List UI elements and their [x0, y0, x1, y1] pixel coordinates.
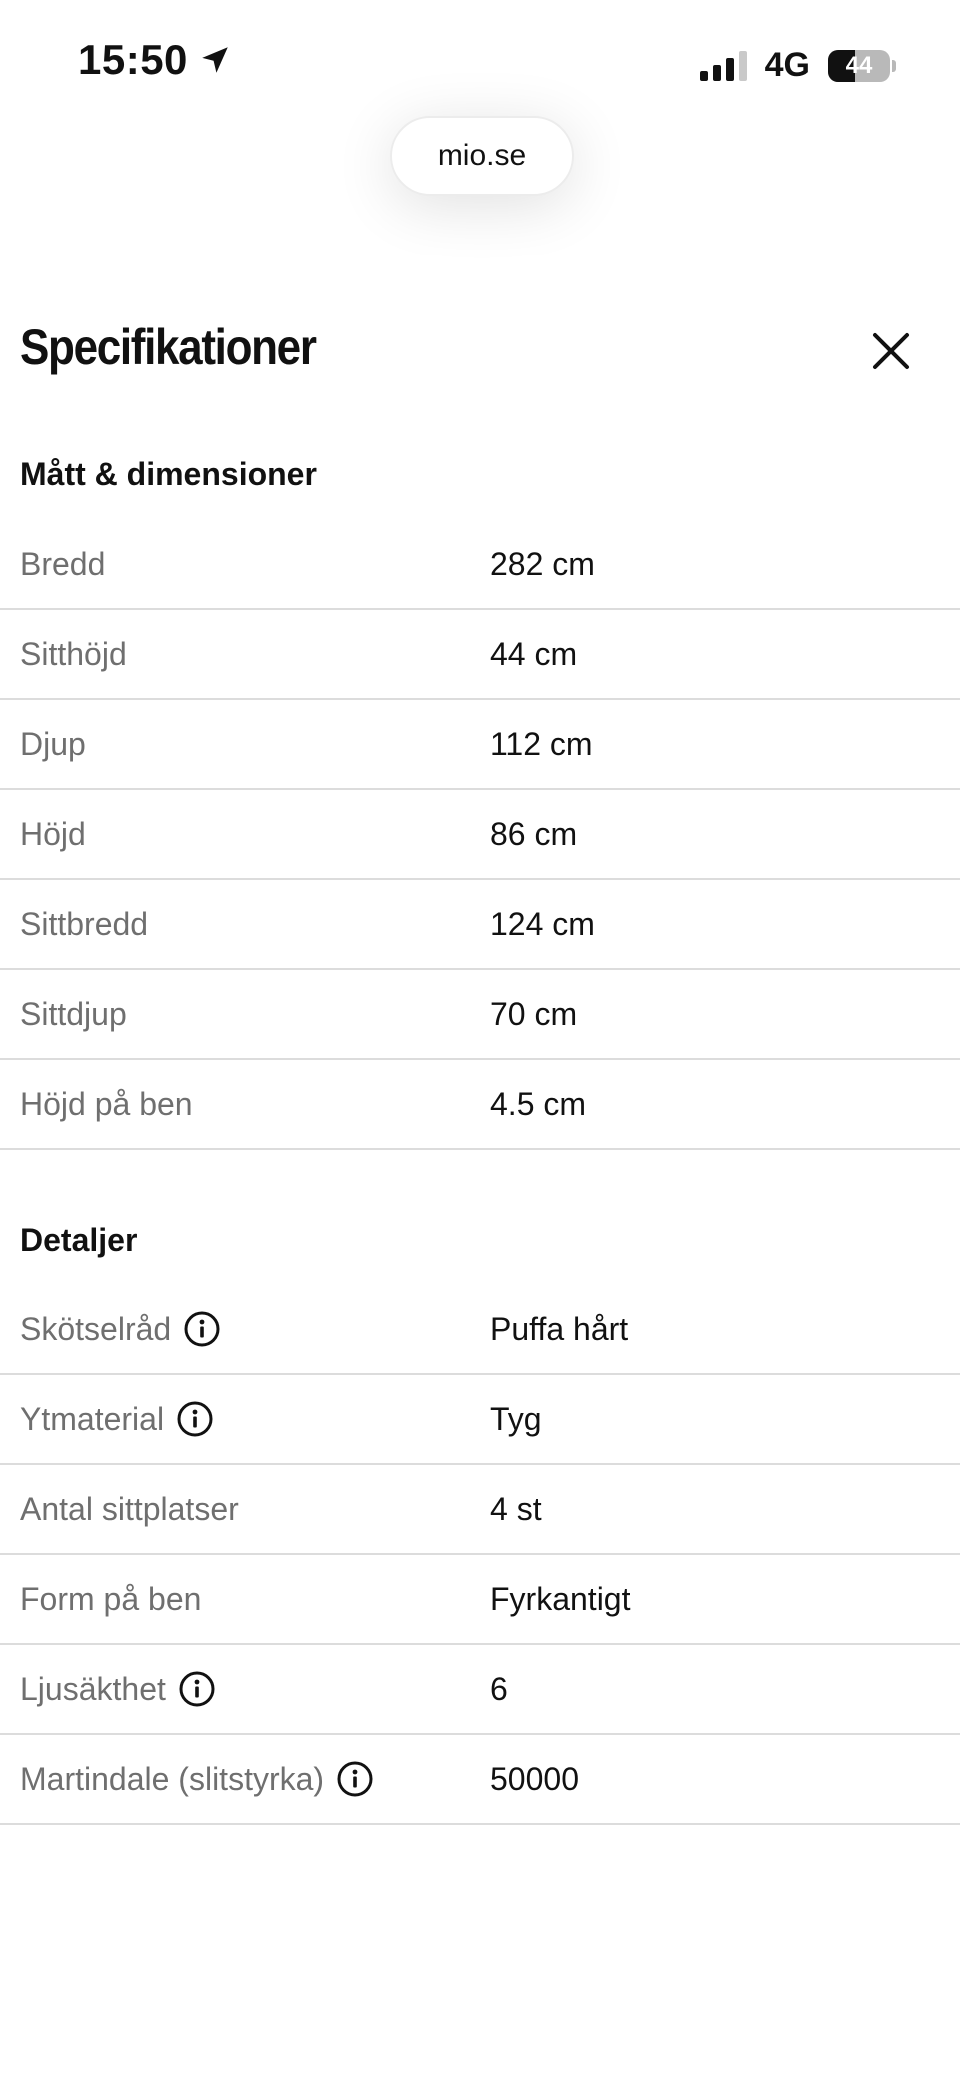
clock	[78, 36, 232, 84]
spec-row-hojd	[0, 790, 960, 880]
spec-row-djup	[0, 700, 960, 790]
spec-row-bredd	[0, 520, 960, 610]
url-bar[interactable]	[390, 116, 574, 196]
spec-label: Höjd	[20, 815, 86, 852]
spec-row-hojd-pa-ben	[0, 1060, 960, 1150]
spec-label: Ytmaterial	[20, 1400, 214, 1438]
spec-value: Puffa hårt	[490, 1310, 629, 1347]
spec-value: 112 cm	[490, 725, 593, 762]
location-arrow-icon	[198, 43, 232, 77]
spec-value: 50000	[490, 1760, 579, 1797]
spec-label: Antal sittplatser	[20, 1490, 239, 1527]
info-icon[interactable]	[178, 1670, 216, 1708]
spec-row-sittbredd	[0, 880, 960, 970]
spec-row-form-pa-ben	[0, 1555, 960, 1645]
spec-value: Fyrkantigt	[490, 1580, 631, 1617]
spec-label: Sitthöjd	[20, 635, 127, 672]
spec-row-ljusakthet	[0, 1645, 960, 1735]
url-text: mio.se	[437, 139, 527, 172]
spec-label: Höjd på ben	[20, 1085, 193, 1122]
section-title-dimensions: Mått & dimensioner	[20, 456, 317, 492]
spec-value: 44 cm	[490, 635, 578, 672]
spec-row-ytmaterial	[0, 1375, 960, 1465]
section-title-details: Detaljer	[20, 1222, 138, 1258]
spec-label: Bredd	[20, 545, 106, 582]
signal-icon	[700, 51, 747, 81]
spec-value: 6	[490, 1670, 508, 1707]
info-icon[interactable]	[176, 1400, 214, 1438]
spec-value: 4.5 cm	[490, 1085, 587, 1122]
spec-row-antal-sittplatser	[0, 1465, 960, 1555]
spec-label: Sittdjup	[20, 995, 127, 1032]
battery-level: 44	[845, 51, 873, 79]
spec-value: 70 cm	[490, 995, 578, 1032]
spec-value: Tyg	[490, 1400, 542, 1437]
spec-label: Sittbredd	[20, 905, 149, 942]
spec-value: 282 cm	[490, 545, 595, 582]
spec-label: Form på ben	[20, 1580, 202, 1617]
close-icon	[871, 331, 911, 371]
spec-value: 124 cm	[490, 905, 595, 942]
spec-value: 4 st	[490, 1490, 542, 1527]
details-list	[0, 1285, 960, 1825]
dimensions-list	[0, 520, 960, 1150]
info-icon[interactable]	[183, 1310, 221, 1348]
network-type: 4G	[764, 46, 810, 84]
info-icon[interactable]	[336, 1760, 374, 1798]
page-title: Specifikationer	[20, 319, 316, 375]
spec-label: Martindale (slitstyrka)	[20, 1760, 374, 1798]
spec-row-sittdjup	[0, 970, 960, 1060]
spec-row-skotselrad	[0, 1285, 960, 1375]
close-button[interactable]	[866, 326, 916, 376]
status-bar	[0, 0, 960, 120]
spec-label: Skötselråd	[20, 1310, 221, 1348]
spec-row-sitthojd	[0, 610, 960, 700]
spec-label: Ljusäkthet	[20, 1670, 216, 1708]
spec-value: 86 cm	[490, 815, 578, 852]
clock-time: 15:50	[78, 36, 188, 83]
spec-label: Djup	[20, 725, 86, 762]
spec-row-martindale	[0, 1735, 960, 1825]
battery-icon	[828, 50, 896, 82]
status-indicators	[700, 46, 896, 85]
